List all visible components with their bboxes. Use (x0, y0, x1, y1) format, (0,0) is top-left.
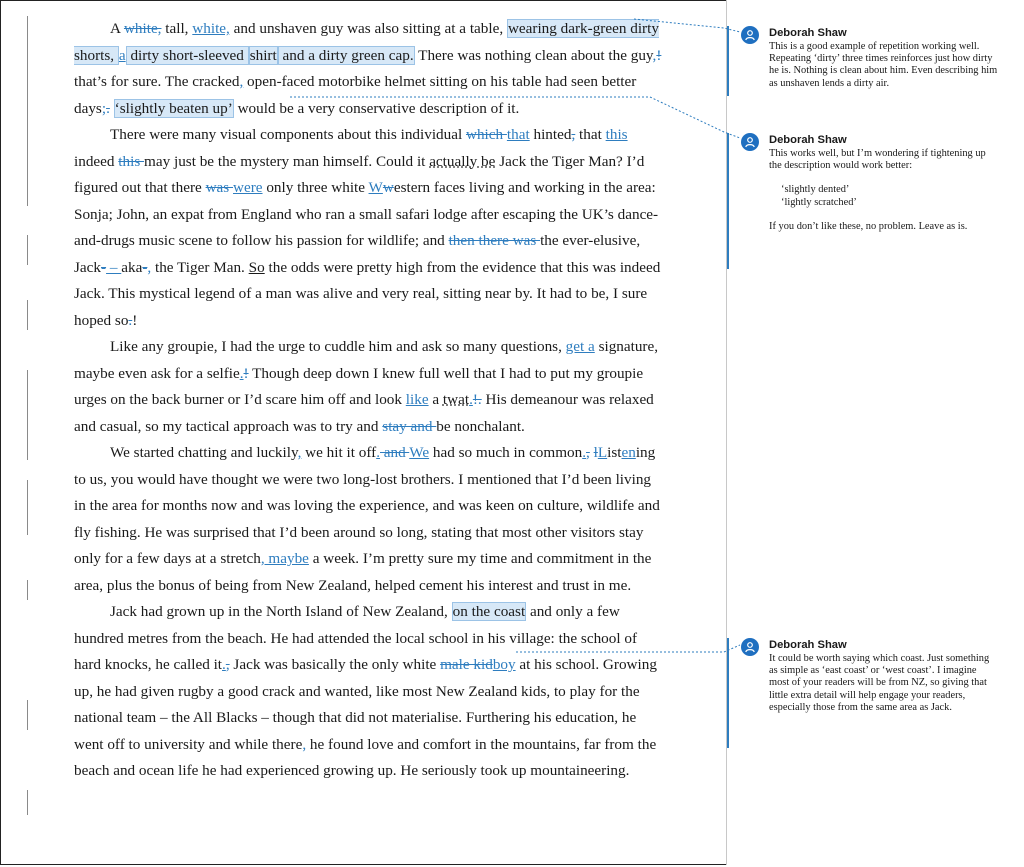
tracked-deletion[interactable]: l (593, 444, 598, 461)
suggestion: ‘slightly dented’ (781, 184, 850, 196)
change-bar (27, 16, 28, 206)
commented-text[interactable]: on the coast (452, 603, 526, 620)
text-run: tall, (161, 20, 193, 37)
change-bar (27, 790, 28, 815)
comment-text: little extra detail will help engage your readers, (769, 689, 966, 701)
text-run: estern faces living and working in the area: Sonja; John, an expat from England who ran a small safari lodge after escaping the UK’s dance-and-drugs music scene to follow his passion for wildlife; and (74, 179, 659, 249)
tracked-insertion[interactable]: white, (192, 20, 230, 37)
text-run: at his school. Growing up, he had given rugby a good crack and wanted, like most New Zealand kids, to play for the national team – the All Blacks – though that did not materialise. Furthering his education, he went off to university and while there (74, 656, 657, 753)
paragraph (74, 440, 664, 599)
paragraph (74, 16, 664, 122)
comment-bar (727, 638, 729, 748)
text-run: Jack had grown up in the North Island of New Zealand, (110, 603, 452, 620)
text-run: There was nothing clean about the guy (414, 46, 653, 64)
tracked-insertion[interactable]: boy (492, 656, 516, 673)
tracked-insertion[interactable]: . (376, 444, 380, 461)
change-bar (27, 700, 28, 730)
text-run: the odds were pretty high from the evidence that this was indeed Jack. This mystical legend of a man was alive and very real, sitting near by. It had to be, I sure hoped so (74, 258, 661, 329)
text-run: ! (132, 311, 138, 329)
tracked-deletion[interactable]: white, (123, 20, 162, 37)
spelling-flag: actually be (429, 152, 496, 170)
text-run: the Tiger Man. (151, 258, 249, 276)
person-icon (741, 133, 759, 151)
text-run: the ever-elusive, Jack (74, 232, 641, 276)
comment-text: It could be worth saying which coast. Just something (769, 653, 990, 664)
text-run: indeed (74, 152, 119, 170)
change-bar (27, 580, 28, 600)
text-run: hinted (529, 126, 572, 143)
person-icon (741, 26, 759, 44)
tracked-deletion[interactable]: !. (472, 391, 482, 408)
comment-text: most of your readers will be from NZ, so giving that (769, 677, 987, 689)
commented-text[interactable]: wearing dark-green dirty shorts, (74, 20, 659, 64)
text-run: Though deep down I knew full well that I had to put my groupie urges on the back burner or I’d scare him off and look (74, 364, 644, 408)
change-bar (27, 480, 28, 535)
commented-text[interactable]: dirty short-sleeved (126, 46, 248, 64)
comment-text: This is a good example of repetition working well. (769, 41, 980, 52)
commented-text[interactable]: ‘slightly beaten up’ (114, 99, 233, 117)
tracked-insertion[interactable]: ; (101, 99, 107, 117)
text-run: ing to us, you would have thought we were two long-lost brothers. I mentioned that I’d been living in the area for months now and was loving the experience, and was keen on culture, wildlife and fly fishing. He was surprised that I’d been around so long, stating that most other visitors stay only for a few days at a stretch (74, 444, 660, 567)
text-run: a (428, 391, 443, 408)
paragraph (74, 599, 664, 785)
tracked-deletion[interactable]: was (205, 179, 233, 196)
tracked-insertion[interactable]: . (239, 364, 244, 382)
text-run: We started chatting and luckily (110, 444, 298, 461)
tracked-deletion[interactable]: . (106, 99, 110, 117)
tracked-insertion[interactable]: , (652, 46, 657, 64)
text-run: we hit it off (301, 444, 377, 461)
commented-text[interactable]: shirt (249, 46, 277, 64)
comment-text: This works well, but I’m wondering if tightening up (769, 148, 986, 159)
tracked-deletion[interactable]: , (586, 444, 590, 461)
tracked-deletion[interactable]: then there was (448, 232, 541, 249)
tracked-insertion[interactable]: We (409, 444, 430, 461)
tracked-insertion[interactable]: . (222, 656, 226, 673)
comment-bar (727, 133, 729, 269)
tracked-deletion[interactable]: . (128, 311, 133, 329)
underlined-text: So (248, 258, 265, 276)
tracked-insertion[interactable]: get a (565, 338, 595, 355)
paragraph (74, 122, 664, 334)
text-run: open-faced motorbike helmet sitting on his table had seen better days (74, 73, 637, 117)
text-run: he found love and comfort in the mountains, far from the beach and ocean life he had experienced growing up. He seriously took up mountaineering. (74, 735, 657, 779)
tracked-insertion[interactable]: , (297, 444, 302, 461)
tracked-insertion[interactable]: L (597, 444, 608, 461)
tracked-deletion[interactable]: stay and (382, 417, 437, 435)
tracked-insertion[interactable]: a (118, 46, 126, 64)
text-run: may just be the mystery man himself. Could it (144, 152, 430, 170)
tracked-deletion[interactable]: male kid (440, 656, 493, 673)
tracked-insertion[interactable]: W (368, 179, 383, 196)
suggestion: ‘lightly scratched’ (781, 196, 857, 208)
text-run: would be a very conservative description of it. (233, 99, 520, 117)
comment-text: especially those from the same area as Jack. (769, 701, 952, 713)
tracked-deletion[interactable]: ! (243, 364, 249, 382)
text-run: that (575, 126, 606, 143)
comment-text: as unshaven lends a dirty air. (769, 77, 890, 89)
text-run: ist (607, 444, 622, 461)
tracked-insertion[interactable]: . (469, 391, 473, 408)
comment-text: If you don’t like these, no problem. Leave as is. (769, 220, 968, 232)
comment-text: he is. Nothing is clean about him. Even describing him (769, 65, 998, 77)
tracked-insertion[interactable]: . (582, 444, 587, 461)
comment-text: as simple as ‘east coast’ or ‘west coast’. I imagine (769, 665, 977, 677)
text-run: Like any groupie, I had the urge to cuddle him and ask so many questions, (110, 338, 566, 355)
text-run: A (110, 20, 124, 37)
comments-pane (726, 0, 1023, 865)
tracked-deletion[interactable]: ! (656, 46, 662, 64)
tracked-deletion[interactable]: this (118, 152, 145, 170)
text-run: had so much in common (429, 444, 583, 461)
document-body[interactable] (74, 16, 664, 785)
text-run: Jack the Tiger Man? I’d figured out that there (74, 152, 645, 196)
comment-author: Deborah Shaw (769, 27, 847, 39)
comment-text: Repeating ‘dirty’ three times reinforces just how dirty (769, 53, 993, 65)
text-run: and only a few hundred metres from the beach. He had attended the local school in his village: the school of hard knocks, he called it (74, 603, 638, 673)
tracked-deletion[interactable]: - (142, 258, 148, 276)
tracked-insertion[interactable]: , (239, 73, 244, 90)
person-icon (741, 638, 759, 656)
tracked-insertion[interactable]: en (621, 444, 636, 461)
comment-author: Deborah Shaw (769, 134, 847, 146)
tracked-insertion[interactable]: , maybe (260, 550, 309, 567)
change-bar (27, 235, 28, 265)
document-page (14, 10, 722, 860)
tracked-deletion[interactable]: which (465, 126, 507, 143)
tracked-insertion[interactable]: like (405, 391, 429, 408)
change-bar (27, 300, 28, 330)
text-run: a week. I’m pretty sure my time and commitment in the area, plus the bonus of being from New Zealand, helped cement his interest and trust in me. (74, 550, 652, 594)
comment-text: the description would work better: (769, 160, 913, 172)
text-run: There were many visual components about this individual (110, 126, 466, 143)
text-run: and unshaven guy was also sitting at a table, (229, 20, 507, 37)
text-run: His demeanour was relaxed and casual, so my tactical approach was to try and (74, 391, 654, 435)
text-run: Jack was basically the only white (229, 656, 441, 673)
tracked-insertion[interactable]: , (147, 258, 152, 276)
paragraph (74, 334, 664, 440)
tracked-insertion[interactable]: that (506, 126, 530, 143)
text-run: aka (121, 258, 143, 276)
tracked-insertion[interactable]: , (302, 735, 307, 753)
comment-bar (727, 26, 729, 96)
commented-text[interactable]: and a dirty green cap. (278, 46, 414, 64)
text-run: signature, maybe even ask for a selfie (74, 338, 659, 382)
tracked-deletion[interactable]: , (571, 126, 576, 143)
tracked-deletion[interactable]: w (382, 179, 394, 196)
change-bar (27, 370, 28, 460)
tracked-insertion[interactable]: were (233, 179, 263, 196)
tracked-deletion[interactable]: - (101, 258, 107, 276)
text-run: only three white (262, 179, 369, 196)
tracked-insertion[interactable]: this (605, 126, 628, 143)
text-run: that’s for sure. The cracked (74, 73, 240, 90)
comment-author: Deborah Shaw (769, 639, 847, 651)
spelling-flag: twat (442, 391, 470, 408)
tracked-deletion[interactable]: and (379, 444, 410, 461)
tracked-deletion[interactable]: , (225, 656, 230, 673)
text-run: be nonchalant. (436, 417, 525, 435)
tracked-insertion[interactable]: – (106, 258, 122, 276)
